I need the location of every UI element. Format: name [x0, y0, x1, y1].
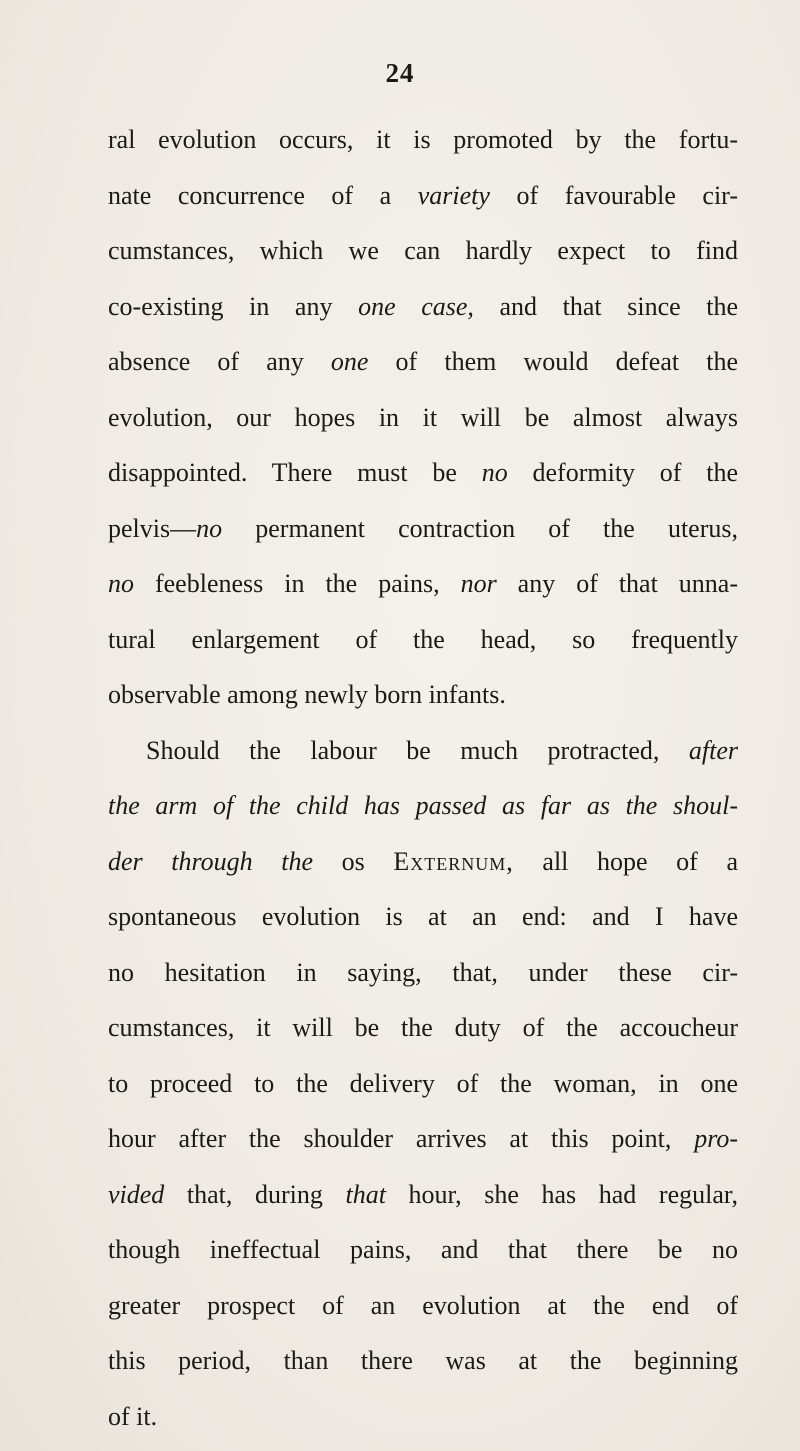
text-run: hour after the shoulder arrives at this point, — [108, 1124, 695, 1153]
text-run: and that since the — [473, 291, 739, 321]
text-line — [108, 834, 738, 890]
text-run: though ineffectual pains, and that there be no — [108, 1235, 738, 1264]
italic-text: one case, — [358, 291, 474, 321]
text-run: Should the labour be much protracted, — [146, 735, 689, 765]
small-caps-text: Externum, — [393, 846, 514, 876]
text-run: absence of any — [108, 347, 331, 376]
text-run: any of that unna- — [496, 569, 738, 598]
text-line — [108, 1111, 738, 1167]
text-run: that, during — [164, 1179, 346, 1209]
text-run: pelvis— — [108, 513, 197, 543]
text-run: co-existing in any — [108, 291, 359, 321]
text-run: to proceed to the delivery of the woman, in one — [108, 1068, 738, 1098]
text-run: hour, she has had regular, — [385, 1179, 738, 1209]
text-line — [108, 445, 738, 501]
text-run: all hope of a — [513, 846, 738, 876]
text-run: permanent contraction of the uterus, — [222, 513, 738, 543]
italic-text: vided — [108, 1179, 165, 1209]
text-line — [108, 223, 738, 279]
text-line — [108, 556, 738, 612]
italic-text: variety — [417, 180, 490, 210]
text-run: evolution, our hopes in it will be almost always — [108, 402, 738, 432]
text-line — [108, 334, 738, 390]
text-run: tural enlargement of the head, so frequently — [108, 624, 738, 654]
italic-text: after — [688, 735, 738, 765]
text-line — [108, 1333, 738, 1389]
text-line — [108, 889, 738, 945]
italic-text: no — [196, 513, 223, 543]
text-run: cumstances, it will be the duty of the accoucheur — [108, 1013, 738, 1042]
text-line — [108, 168, 738, 224]
italic-text: no — [108, 569, 134, 598]
text-run: nate concurrence of a — [108, 180, 418, 210]
text-line — [108, 612, 738, 668]
text-run: of it. — [108, 1401, 158, 1431]
text-run: observable among newly born infants. — [108, 680, 506, 709]
text-run: feebleness in the pains, — [134, 569, 461, 598]
text-run: os — [313, 846, 394, 876]
text-line — [108, 390, 738, 446]
text-line — [108, 778, 738, 834]
text-run: spontaneous evolution is at an end: and I have — [108, 902, 738, 931]
italic-text: pro- — [694, 1124, 738, 1153]
text-line — [108, 1278, 738, 1334]
text-line — [108, 1056, 738, 1112]
text-run: deformity of the — [507, 458, 739, 487]
text-line — [108, 1222, 738, 1278]
text-line — [108, 279, 738, 335]
text-line — [108, 1389, 738, 1445]
text-line — [108, 501, 738, 557]
text-run: cumstances, which we can hardly expect to find — [108, 236, 738, 265]
text-run: ral evolution occurs, it is promoted by the fortu- — [108, 125, 738, 154]
italic-text: nor — [460, 569, 497, 598]
text-run: of favourable cir- — [489, 180, 738, 210]
italic-text: the arm of the child has passed as far as the shoul- — [108, 791, 738, 820]
text-run: of them would defeat the — [368, 347, 738, 376]
italic-text: that — [345, 1179, 386, 1209]
text-line — [108, 667, 738, 723]
text-line — [108, 1167, 738, 1223]
italic-text: no — [481, 458, 508, 487]
text-line — [108, 945, 738, 1001]
page-number: 24 — [385, 58, 415, 88]
text-line — [108, 1000, 738, 1056]
text-run: disappointed. There must be — [108, 458, 482, 487]
body-text — [108, 112, 738, 1444]
italic-text: der through the — [108, 846, 314, 876]
text-line — [108, 723, 738, 779]
text-line — [108, 112, 738, 168]
italic-text: one — [330, 347, 369, 376]
text-run: this period, than there was at the beginning — [108, 1346, 738, 1375]
text-run: no hesitation in saying, that, under these cir- — [108, 957, 738, 987]
text-run: greater prospect of an evolution at the end of — [108, 1290, 738, 1320]
